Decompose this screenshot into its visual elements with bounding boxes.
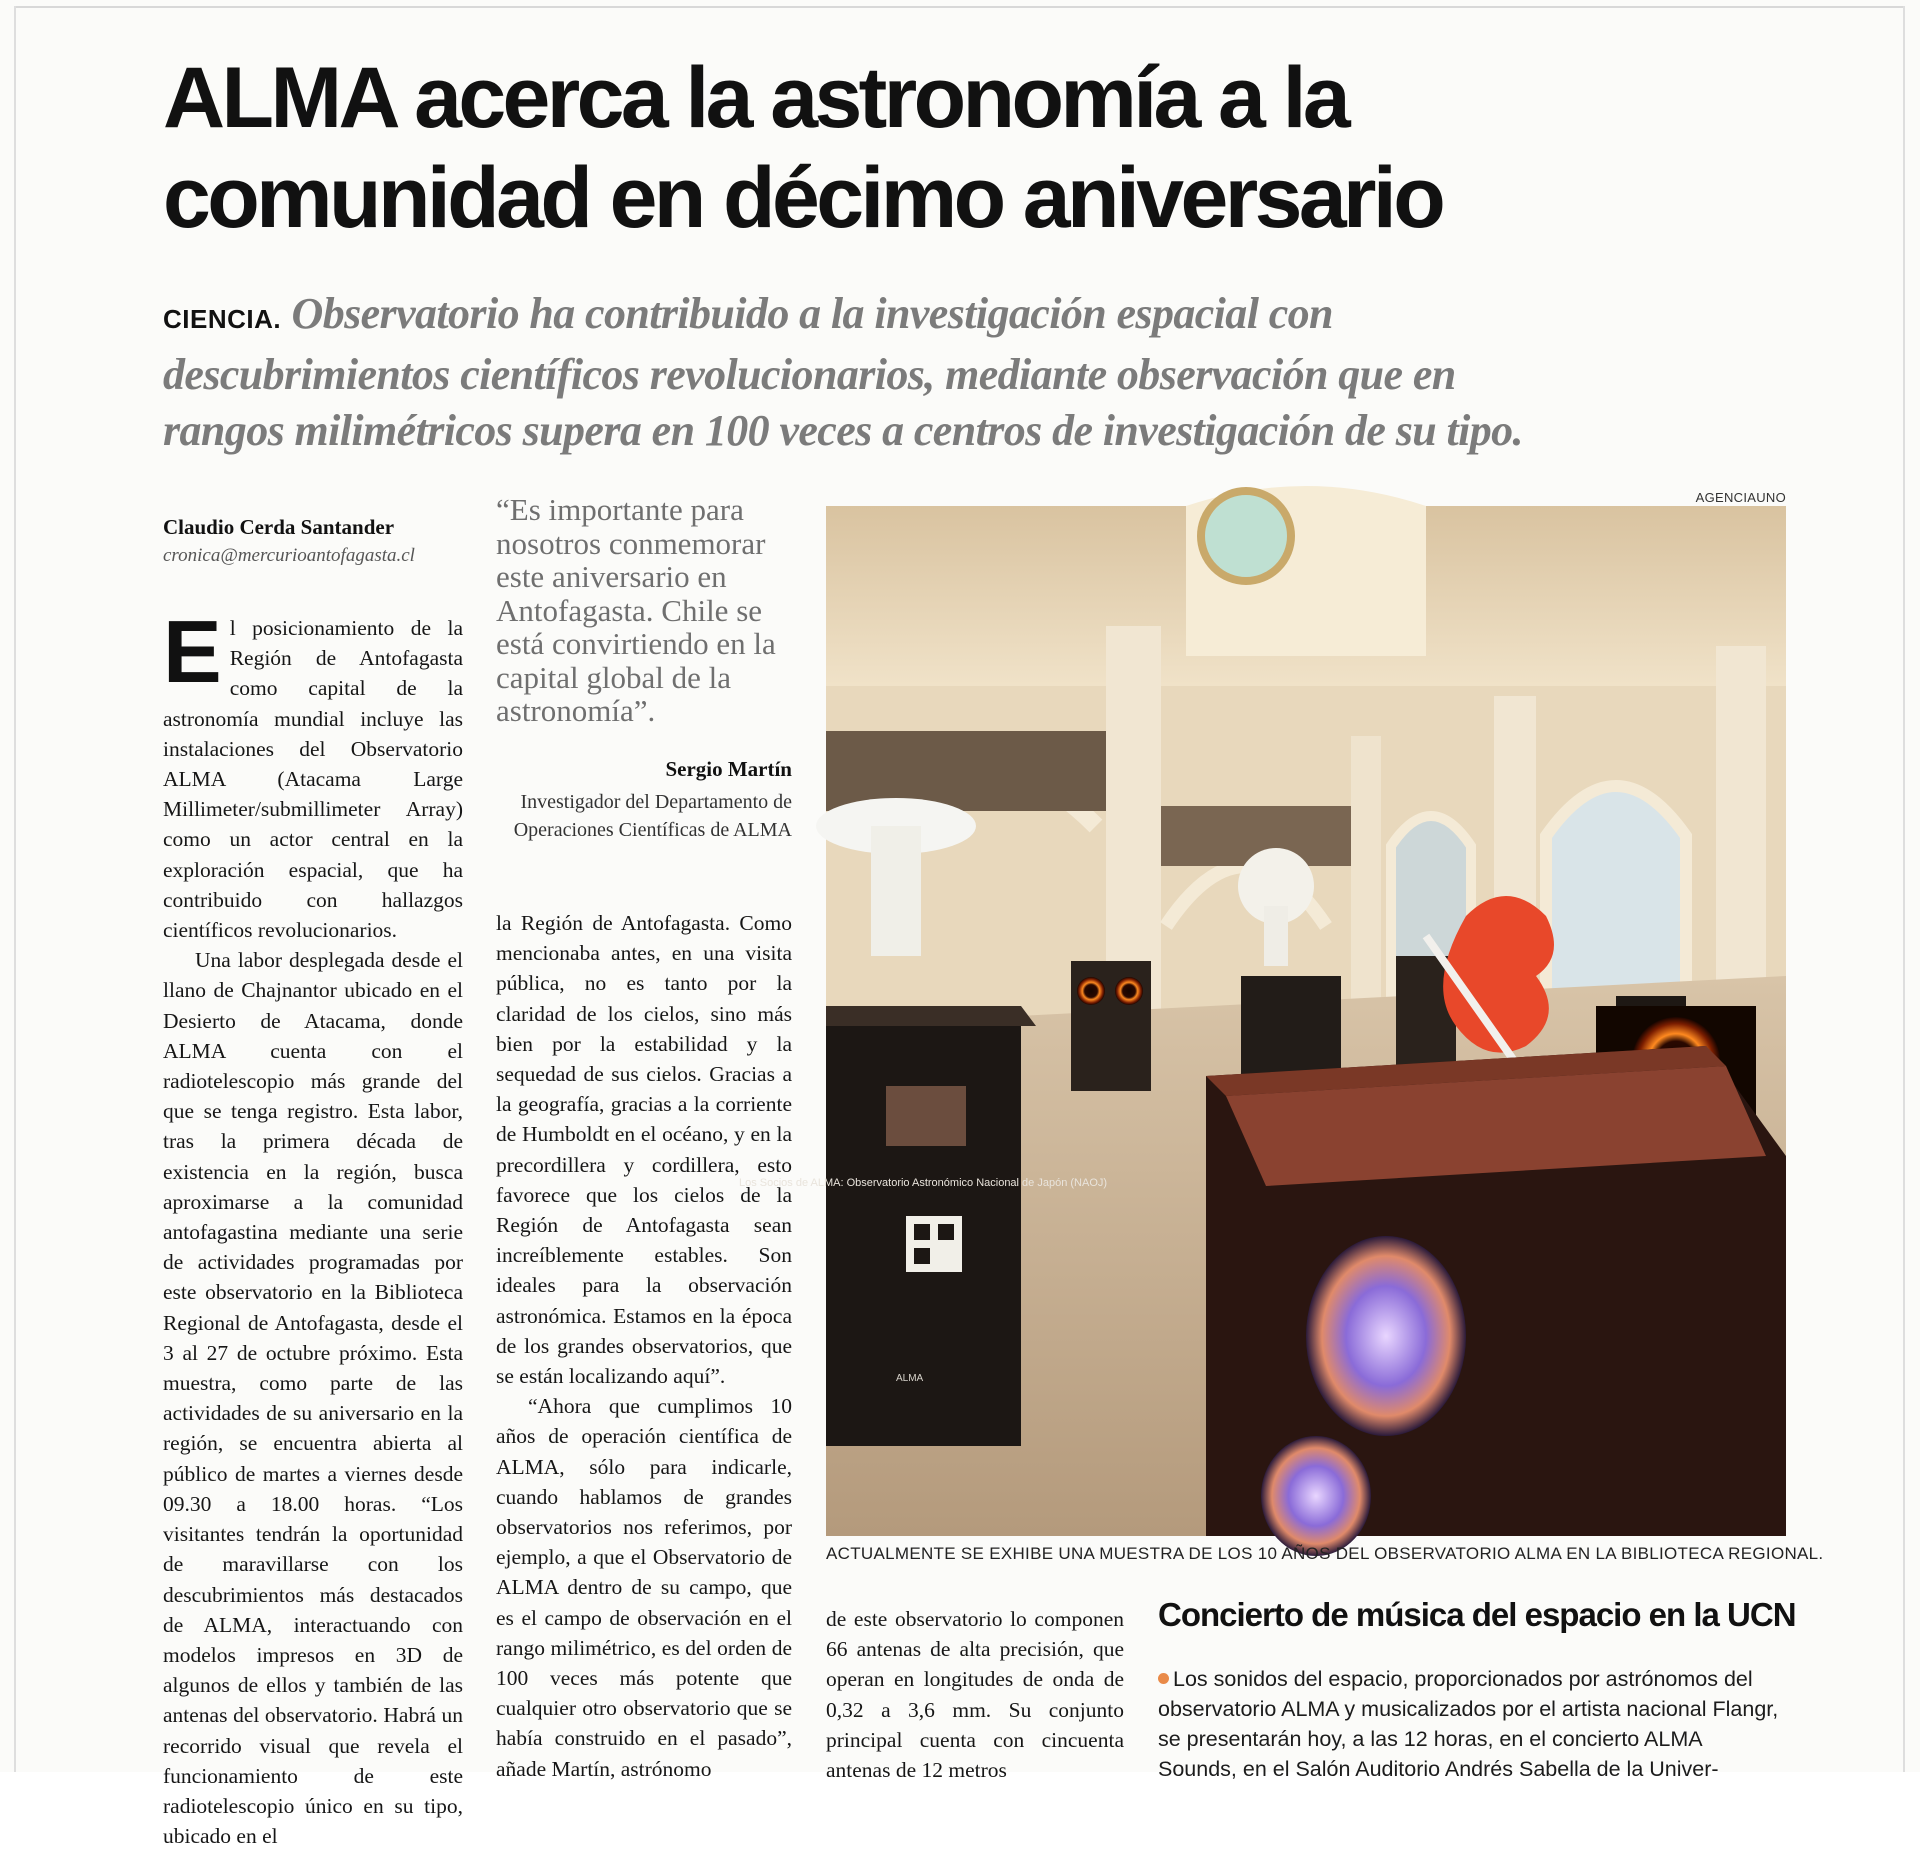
bullet-icon <box>1158 1673 1169 1684</box>
byline-email: cronica@mercurioantofagasta.cl <box>163 545 415 566</box>
pull-quote: “Es importante para nosotros conmemorar este aniversario en Antofagasta. Chile se está convirtiendo en la capital global de la astronomía”. <box>496 492 776 728</box>
paragraph <box>163 602 463 945</box>
photo-credit: AGENCIAUNO <box>1695 490 1786 505</box>
photo-caption: ACTUALMENTE SE EXHIBE UNA MUESTRA DE LOS 10 AÑOS DEL OBSERVATORIO ALMA EN LA BIBLIOTECA REGIONAL. <box>826 1544 1824 1563</box>
sidebar-title: Concierto de música del espacio en la UCN <box>1158 1596 1796 1633</box>
deck-line-1-text: Observatorio ha contribuido a la investigación espacial con <box>291 289 1333 338</box>
page-right-rule <box>1903 6 1905 1772</box>
headline-line-2: comunidad en décimo aniversario <box>163 150 1443 246</box>
panel-logo: ALMA <box>896 1373 924 1384</box>
headline <box>163 48 1763 248</box>
paragraph: “Ahora que cumplimos 10 años de operación científica de ALMA, sólo para indicarle, cuando hablamos de grandes observatorios nos referimos, por ejemplo, a que el Observatorio de ALMA dentro de su campo, que es el campo de observación en el rango milimétrico, es del orden de 100 veces más potente que cualquier otro observatorio que se había construido en el pasado”, añade Martín, astrónomo <box>496 1394 792 1781</box>
headline-line-1: ALMA acerca la astronomía a la <box>163 50 1348 146</box>
panel-title: Los Socios de ALMA: Observatorio Astronómico Nacional de Japón (NAOJ) <box>738 1177 1108 1189</box>
page-top-rule <box>14 6 1904 8</box>
byline-author: Claudio Cerda Santander <box>163 515 395 539</box>
pull-quote-author: Sergio Martín <box>665 757 792 781</box>
sidebar-paragraph-text: Los sonidos del espacio, proporcionados por astrónomos del observatorio ALMA y musicalizados por el artista nacional Flangr, se presentarán hoy, a las 12 horas, en el concierto ALMA Sounds, en el Salón Auditorio Andrés Sabella de la Univer- <box>1158 1667 1779 1781</box>
exhibition-photo <box>738 506 1786 1536</box>
paragraph-text: l posicionamiento de la Región de Antofagasta como capital de la astronomía mundial incluye las instalaciones del Observatorio ALMA (Atacama Large Millimeter/submillimeter Array) como un actor central en la exploración espacial, que ha contribuido con hallazgos científicos revolucionarios. <box>163 616 463 943</box>
sidebar-body <box>1158 1664 1780 1784</box>
paragraph: Una labor desplegada desde el llano de Chajnantor ubicado en el Desierto de Atacama, donde ALMA cuenta con el radiotelescopio más grande del que se tenga registro. Esta labor, tras la primera década de existencia en la región, busca aproximarse a la comunidad antofagastina mediante una serie de actividades programadas por este observatorio en la Biblioteca Regional de Antofagasta, desde el 3 al 27 de octubre próximo. Esta muestra, como parte de las actividades de su aniversario en la región, se encuentra abierta al público de martes a viernes desde 09.30 a 18.00 horas. “Los visitantes tendrán la oportunidad de maravillarse con los descubrimientos más destacados de ALMA, interactuando con modelos impresos en 3D de algunos de ellos y también de las antenas del observatorio. Habrá un recorrido visual que revela el funcionamiento de este radiotelescopio único en su tipo, ubicado en el <box>163 948 463 1849</box>
deck-line-3: rangos milimétricos supera en 100 veces a centros de investigación de su tipo. <box>163 406 1523 455</box>
page-left-rule <box>14 6 16 1772</box>
pull-quote-role: Investigador del Departamento de Operaciones Científicas de ALMA <box>513 791 792 841</box>
kicker: CIENCIA. <box>163 304 282 334</box>
paragraph: la Región de Antofagasta. Como mencionaba antes, en una visita pública, no es tanto por la claridad de los cielos, sino más bien por la estabilidad y la sequedad de sus cielos. Gracias a la geografía, gracias a la corriente de Humboldt en el océano, y en la precordillera y cordillera, esto favorece que los cielos de la Región de Antofagasta sean increíblemente estables. Son ideales para la observación astronómica. Estamos en la época de los grandes observatorios, que se están localizando aquí”. <box>496 911 792 1389</box>
deck-line-2: descubrimientos científicos revolucionarios, mediante observación que en <box>163 350 1456 399</box>
drop-cap: E <box>163 602 222 701</box>
article-column-1 <box>163 602 463 1851</box>
article-column-2 <box>496 908 792 1784</box>
deck-subheadline <box>163 286 1803 459</box>
deck-line-1 <box>163 286 1803 347</box>
sidebar-paragraph <box>1158 1664 1780 1784</box>
paragraph: de este observatorio lo componen 66 antenas de alta precisión, que operan en longitudes de onda de 0,32 a 3,6 mm. Su conjunto principal cuenta con cincuenta antenas de 12 metros <box>826 1607 1124 1783</box>
article-column-3 <box>826 1604 1124 1785</box>
